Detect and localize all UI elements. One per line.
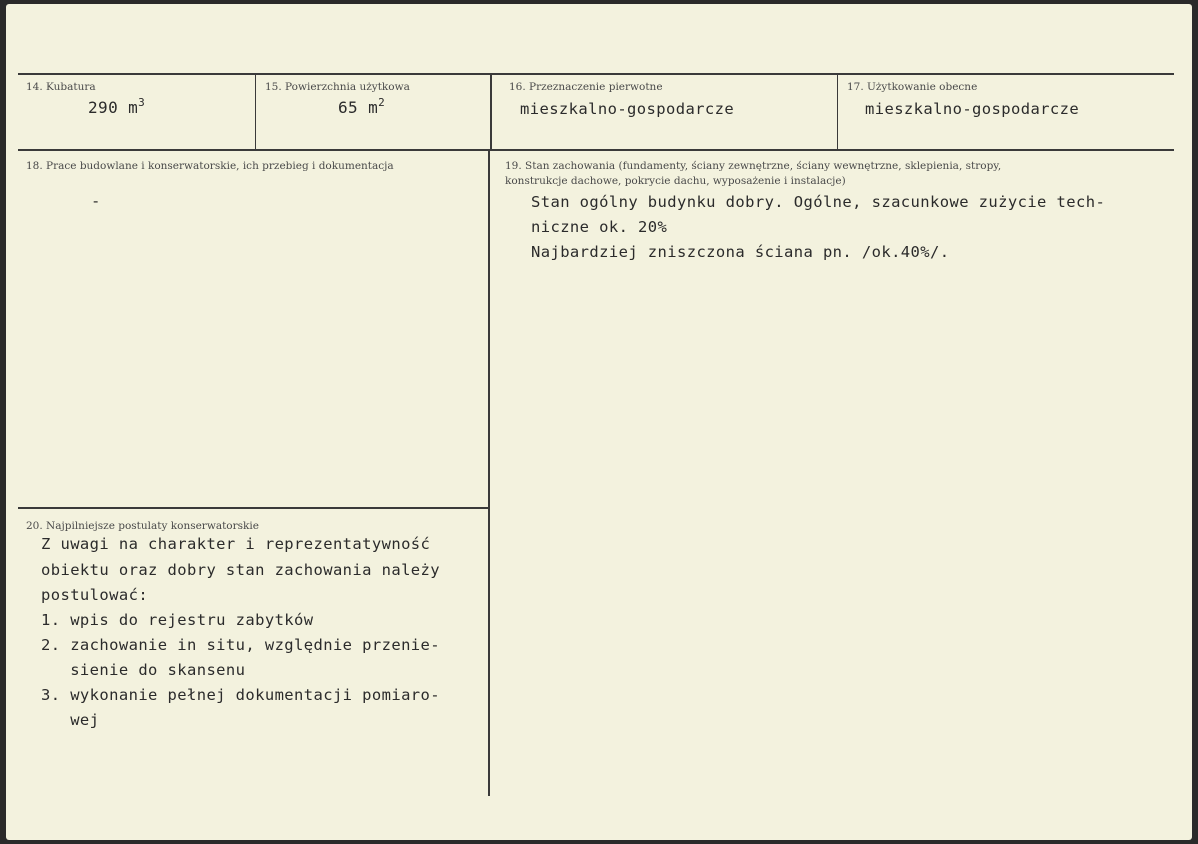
- field-20-text-line: 1. wpis do rejestru zabytków: [41, 611, 314, 629]
- field-19-label-line-2: konstrukcje dachowe, pokrycie dachu, wyposażenie i instalacje): [505, 175, 846, 187]
- field-14-value: [88, 98, 145, 117]
- field-17-label: 17. Użytkowanie obecne: [847, 81, 978, 93]
- field-19-text-line: Najbardziej zniszczona ściana pn. /ok.40%/.: [531, 243, 950, 261]
- field-20-text-line: 3. wykonanie pełnej dokumentacji pomiaro-: [41, 686, 441, 704]
- main-column-divider: [488, 150, 490, 796]
- field-16-value: mieszkalno-gospodarcze: [520, 100, 735, 118]
- field-20-text-line: postulować:: [41, 586, 149, 604]
- field-15-label: 15. Powierzchnia użytkowa: [265, 81, 410, 93]
- field-15-value: [338, 98, 385, 117]
- field-20-text-line: wej: [41, 711, 100, 729]
- fields-bottom-rule: [18, 149, 1174, 151]
- field-19-text-line: Stan ogólny budynku dobry. Ogólne, szacunkowe zużycie tech-: [531, 193, 1106, 211]
- field-14-label: 14. Kubatura: [26, 81, 96, 93]
- section-18-bottom-rule: [18, 507, 488, 509]
- field-14-number: 290 m: [88, 98, 139, 117]
- field-20-text-line: Z uwagi na charakter i reprezentatywność: [41, 535, 431, 553]
- divider-14-15: [255, 73, 256, 150]
- divider-16-17: [837, 73, 838, 150]
- field-14-superscript: 3: [138, 96, 146, 109]
- field-20-text-line: sienie do skansenu: [41, 661, 246, 679]
- divider-15-16: [490, 73, 492, 150]
- field-20-label: 20. Najpilniejsze postulaty konserwatorskie: [26, 520, 259, 532]
- field-16-label: 16. Przeznaczenie pierwotne: [509, 81, 663, 93]
- field-17-value: mieszkalno-gospodarcze: [865, 100, 1080, 118]
- field-20-text-line: 2. zachowanie in situ, względnie przenie-: [41, 636, 441, 654]
- field-20-text-line: obiektu oraz dobry stan zachowania należy: [41, 561, 441, 579]
- field-18-value: -: [91, 192, 101, 210]
- field-19-text-line: niczne ok. 20%: [531, 218, 668, 236]
- field-18-label: 18. Prace budowlane i konserwatorskie, ich przebieg i dokumentacja: [26, 160, 394, 172]
- record-card: [6, 4, 1192, 840]
- top-rule: [18, 73, 1174, 75]
- field-15-superscript: 2: [378, 96, 386, 109]
- field-15-number: 65 m: [338, 98, 379, 117]
- field-19-label-line-1: 19. Stan zachowania (fundamenty, ściany zewnętrzne, ściany wewnętrzne, sklepienia, stropy,: [505, 160, 1002, 172]
